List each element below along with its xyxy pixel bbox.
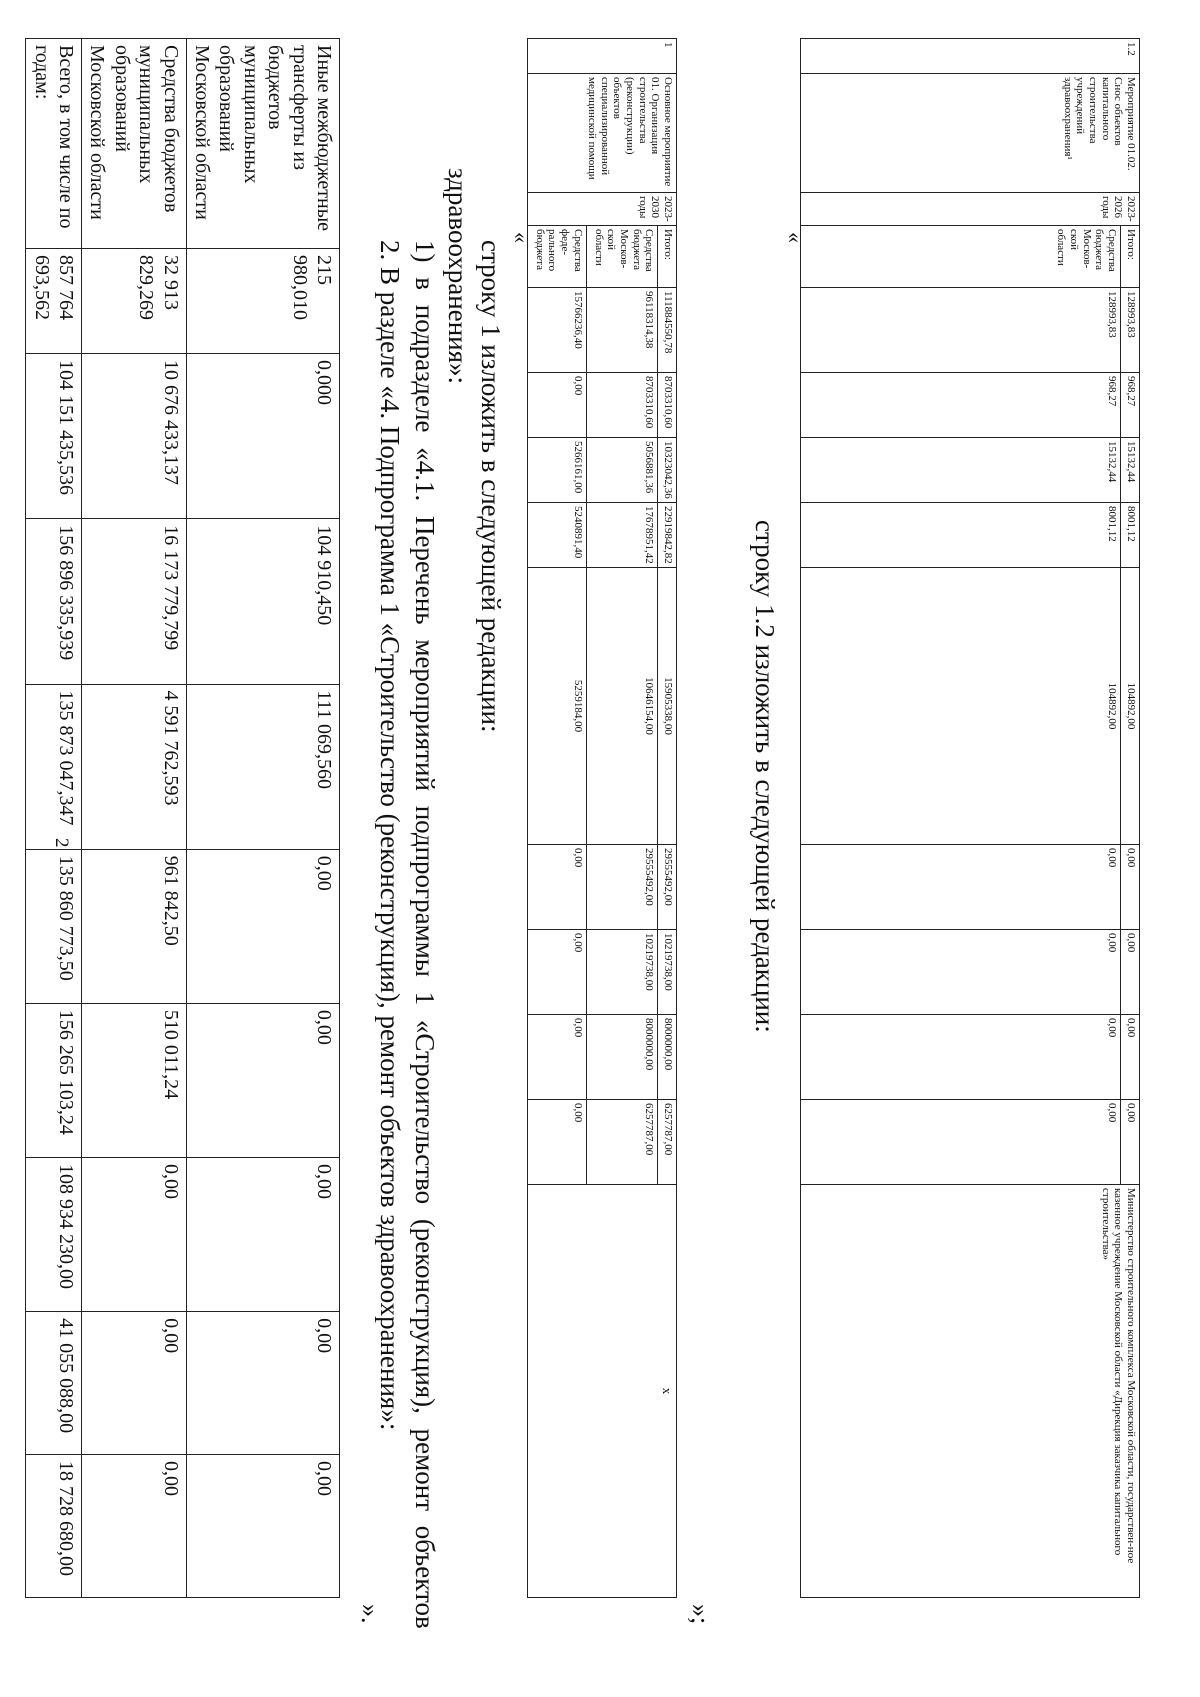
executor: Министерство строительного комплекса Московской области, государствен-ное казенное учреждение Московской области «Дирекция заказчика капитального строительства»: [801, 1185, 1140, 1598]
paragraph-row-1-2: строку 1.2 изложить в следующей редакции:: [750, 520, 780, 1033]
measures-table-row-1: [527, 38, 677, 1598]
cell: 10219738,00: [658, 930, 677, 1015]
cell: 108 934 230,00: [26, 1157, 82, 1311]
cell: 0,00: [801, 845, 1121, 930]
cell: 0,00: [528, 1100, 587, 1185]
cell: 15905338,00: [658, 568, 677, 845]
cell: 0,00: [528, 930, 587, 1015]
paragraph-section-2: 2. В разделе «4. Подпрограмма 1 «Строительство (реконструкция), ремонт объектов здравоохранения»:: [375, 240, 405, 1431]
cell: 10219738,00: [586, 930, 658, 1015]
cell: 17678951,42: [586, 503, 658, 568]
cell: 0,00: [82, 1312, 187, 1455]
cell: 104892,00: [801, 568, 1121, 845]
cell: 5056881,36: [586, 438, 658, 503]
cell: 215 980,010: [186, 249, 339, 354]
table-row: [82, 39, 187, 1598]
cell: 104892,00: [1121, 568, 1140, 845]
open-quote: «: [509, 232, 534, 243]
cell: 111 069,560: [186, 684, 339, 849]
cell: 15132,44: [1121, 438, 1140, 503]
row-number: 1: [528, 39, 677, 74]
cell: 104 910,450: [186, 519, 339, 684]
cell: 0,00: [186, 1157, 339, 1311]
cell: 135 860 773,50: [26, 849, 82, 1003]
cell: 15132,44: [801, 438, 1121, 503]
cell: 0,00: [801, 1015, 1121, 1100]
executor: х: [528, 1185, 677, 1598]
cell: 0,00: [186, 1003, 339, 1157]
closing-quote: ».: [356, 1604, 385, 1624]
source-label: Итого:: [658, 226, 677, 288]
cell: 135 873 047,347: [26, 684, 82, 849]
cell: 96118314,38: [586, 288, 658, 373]
cell: 0,000: [186, 354, 339, 519]
cell: 0,00: [801, 930, 1121, 1015]
cell: 0,00: [186, 1455, 339, 1598]
cell: 0,00: [528, 1015, 587, 1100]
cell: 10646154,00: [586, 568, 658, 845]
paragraph-row-1: строку 1 изложить в следующей редакции:: [476, 240, 506, 733]
cell: 8001,12: [1121, 503, 1140, 568]
source-label: Средства бюджета Москов-ской области: [801, 226, 1121, 288]
measures-table-row-1-2: [800, 38, 1140, 1598]
cell: 8703310,60: [658, 373, 677, 438]
source-label: Средства бюджета Москов-ской области: [586, 226, 658, 288]
row-label: Иные межбюджетные трансферты из бюджетов муниципальных образований Московской области: [186, 39, 339, 249]
cell: 15766236,40: [528, 288, 587, 373]
cell: 10323042,36: [658, 438, 677, 503]
cell: 4 591 762,593: [82, 684, 187, 849]
cell: 968,27: [1121, 373, 1140, 438]
closing-quote-semicolon: »;: [686, 1604, 715, 1625]
cell: 961 842,50: [82, 849, 187, 1003]
measure-name: Мероприятие 01.02. Снос объектов капитального строительства учреждений здравоохранения¹: [801, 74, 1140, 193]
cell: 8000000,00: [586, 1015, 658, 1100]
cell: 0,00: [82, 1157, 187, 1311]
cell: 0,00: [528, 373, 587, 438]
cell: 29555492,00: [658, 845, 677, 930]
cell: 5266161,00: [528, 438, 587, 503]
source-label: Итого:: [1121, 226, 1140, 288]
cell: 0,00: [528, 845, 587, 930]
paragraph-subsection-1-cont: здравоохранения»:: [443, 168, 473, 385]
cell: 6257787,00: [658, 1100, 677, 1185]
cell: 128993,83: [1121, 288, 1140, 373]
cell: 0,00: [1121, 930, 1140, 1015]
cell: 111884550,78: [658, 288, 677, 373]
cell: 156 265 103,24: [26, 1003, 82, 1157]
paragraph-subsection-1: 1) в подразделе «4.1. Перечень мероприятий подпрограммы 1 «Строительство (реконструкция), ремонт объектов: [410, 240, 440, 1629]
measure-period: 2023-2030 годы: [528, 193, 677, 226]
cell: 0,00: [1121, 845, 1140, 930]
measure-name: Основное мероприятие 01. Организация строительства (реконструкции) объектов специализированной медицинской помощи: [528, 74, 677, 193]
cell: 5259184,00: [528, 568, 587, 845]
source-label: Средства феде-рального бюджета: [528, 226, 587, 288]
cell: 22919842,82: [658, 503, 677, 568]
cell: 0,00: [1121, 1015, 1140, 1100]
measure-period: 2023-2026 годы: [801, 193, 1140, 226]
cell: 5240891,40: [528, 503, 587, 568]
cell: 16 173 779,799: [82, 519, 187, 684]
table-row: [1121, 39, 1140, 1598]
cell: 0,00: [801, 1100, 1121, 1185]
row-label: Средства бюджетов муниципальных образований Московской области: [82, 39, 187, 249]
cell: 104 151 435,536: [26, 354, 82, 519]
cell: 10 676 433,137: [82, 354, 187, 519]
budget-summary-table: [25, 38, 340, 1598]
row-number: 1.2: [801, 39, 1140, 74]
cell: 41 055 088,00: [26, 1312, 82, 1455]
cell: 8000000,00: [658, 1015, 677, 1100]
row-label: Всего, в том числе по годам:: [26, 39, 82, 249]
cell: 156 896 335,939: [26, 519, 82, 684]
cell: 0,00: [82, 1455, 187, 1598]
table-row: [658, 39, 677, 1598]
cell: 29555492,00: [586, 845, 658, 930]
cell: 6257787,00: [586, 1100, 658, 1185]
cell: 510 011,24: [82, 1003, 187, 1157]
open-quote-2: «: [783, 232, 808, 243]
cell: 8001,12: [801, 503, 1121, 568]
table-row: [186, 39, 339, 1598]
cell: 8703310,60: [586, 373, 658, 438]
table-row-total: [26, 39, 82, 1598]
page-number: 2: [51, 838, 72, 848]
cell: 0,00: [186, 849, 339, 1003]
cell: 0,00: [186, 1312, 339, 1455]
cell: 857 764 693,562: [26, 249, 82, 354]
cell: 968,27: [801, 373, 1121, 438]
cell: 32 913 829,269: [82, 249, 187, 354]
cell: 128993,83: [801, 288, 1121, 373]
cell: 18 728 680,00: [26, 1455, 82, 1598]
cell: 0,00: [1121, 1100, 1140, 1185]
